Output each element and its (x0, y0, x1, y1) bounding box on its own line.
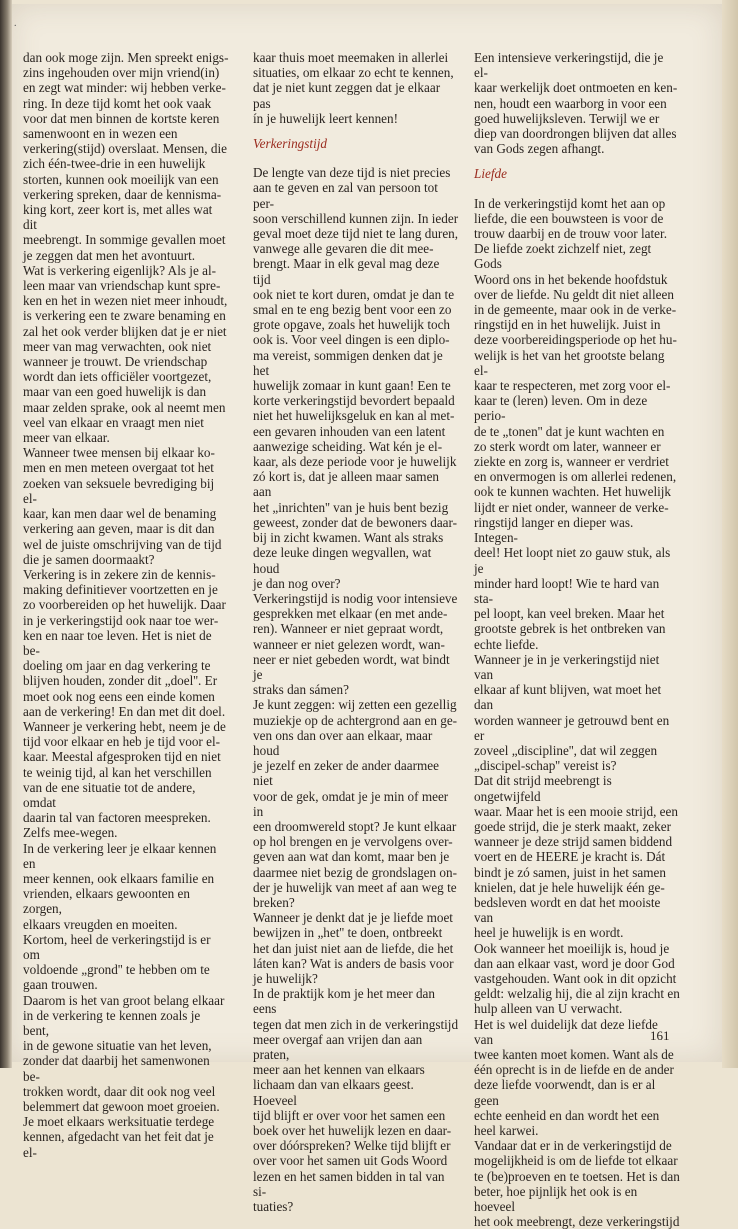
text-line: ring. In deze tijd komt het ook vaak (23, 95, 212, 111)
text-line: boek over het huwelijk lezen en daar- (253, 1123, 452, 1139)
text-line: over dóórspreken? Welke tijd blijft er (253, 1138, 451, 1154)
text-line: kaar te respecteren, met zorg voor el- (474, 378, 671, 394)
text-line: aan te geven en zal van persoon tot per- (253, 180, 438, 211)
text-line: vrienden, elkaars gewoonten en zorgen, (23, 886, 190, 917)
text-line: Zelfs mee-wegen. (23, 825, 118, 841)
text-line: geven aan wat dan komt, maar ben je (253, 849, 450, 865)
text-line: In de praktijk kom je het meer dan eens (253, 986, 435, 1017)
text-line: muziekje op de achtergrond aan en ge- (253, 712, 458, 728)
text-line: vastgehouden. Want ook in dit opzicht (474, 970, 677, 986)
text-line: zonder dat daarbij het samenwonen be- (23, 1053, 210, 1084)
text-line: moet ook nog eens een einde komen (23, 688, 215, 704)
text-line: brengt. Maar in elk geval mag deze tijd (253, 256, 440, 287)
text-line: Kortom, heel de verkeringstijd is er om (23, 931, 211, 962)
text-line: ma vereist, sommigen denken dat je het (253, 347, 443, 378)
text-line: tuaties? (253, 1199, 294, 1215)
text-line: het dan juist niet aan de liefde, die het (253, 940, 454, 956)
text-line: minder hard loopt! Wie te hard van sta- (474, 575, 660, 606)
text-line: trokken wordt, daar dit ook nog veel (23, 1083, 216, 1099)
text-line: worden wanneer je getrouwd bent en er (474, 712, 670, 743)
text-line: te (be)proeven en te toetsen. Het is dan (474, 1168, 680, 1184)
text-line: breken? (253, 894, 295, 910)
text-line: niet het huwelijksgeluk en kan al met- (253, 408, 455, 424)
text-line: geweest, zonder dat de bewoners daar- (253, 514, 458, 530)
text-line: deze leuke dingen wegvallen, wat houd (253, 545, 432, 576)
text-line: storten, kunnen ook moeilijk van een (23, 171, 219, 187)
text-line: meer kennen, ook elkaars familie en (23, 870, 215, 886)
text-line: in de gewone situatie van het leven, (23, 1038, 212, 1054)
text-line: geval moet deze tijd niet te lang duren, (253, 226, 459, 242)
text-line: van Gods zegen afhangt. (474, 141, 605, 157)
text-line: zoveel „discipline'', dat wil zeggen (474, 742, 658, 758)
text-line: over de liefde. Nu geldt dit niet alleen (474, 286, 674, 302)
text-line: meer van elkaar. (23, 430, 110, 446)
text-line: knielen, dat je hele huwelijk één ge- (474, 879, 665, 895)
text-line: kennen, afgedacht van het feit dat je el- (23, 1129, 214, 1160)
text-line: diep van doordrongen blijven dat alles (474, 126, 677, 142)
text-line: goed huwelijksleven. Terwijl we er (474, 110, 660, 126)
text-line: Wanneer twee mensen bij elkaar ko- (23, 445, 215, 461)
text-line: kaar werkelijk doet ontmoeten en ken- (474, 80, 678, 96)
text-line: voldoende „grond'' te hebben om te (23, 962, 210, 978)
text-line: meebrengt. In sommige gevallen moet (23, 232, 226, 248)
text-line: lijdt er niet onder, wanneer de verke- (474, 499, 669, 515)
text-line: ken en het in wezen niet meer inhoudt, (23, 293, 228, 309)
text-line: hulp alleen van U verwacht. (474, 1001, 623, 1017)
text-line: blijven houden, zonder dit „doel''. Er (23, 673, 218, 689)
text-line: in je verkeringstijd ook naar toe wer- (23, 612, 219, 628)
text-line: twee kanten moet komen. Want als de (474, 1047, 674, 1062)
text-line: welijk is het van het grootste belang el- (474, 347, 665, 378)
text-line: In de verkering leer je elkaar kennen en (23, 840, 217, 871)
text-line: straks dan sámen? (253, 682, 349, 698)
text-line: zoeken van seksuele bevrediging bij el- (23, 475, 215, 506)
text-line: is verkering een te zware benaming en (23, 308, 226, 324)
text-line: deze liefde voorwendt, dan is er al geen (474, 1077, 656, 1108)
text-line: heel karwei. (474, 1123, 539, 1139)
text-line: Je kunt zeggen: wij zetten een gezellig (253, 697, 457, 713)
text-line: veel van elkaar en vraagt men niet (23, 414, 204, 430)
text-line: tijd blijft er over voor het samen een (253, 1107, 446, 1123)
text-line: kaar, kan men daar wel de benaming (23, 506, 217, 522)
text-line: meer overgaf aan vrijen dan aan praten, (253, 1031, 423, 1062)
text-line: voor de gek, omdat je je min of meer in (253, 788, 449, 819)
page-number: 161 (650, 1028, 670, 1043)
text-line: dat je niet kunt zeggen dat je elkaar pas (253, 80, 441, 111)
text-line: zins ingehouden over mijn vriend(in) (23, 65, 220, 81)
column-2-body (253, 165, 459, 1214)
text-line: het ook meebrengt, deze verkeringstijd (474, 1214, 680, 1229)
text-line: soon verschillend kunnen zijn. In ieder (253, 210, 459, 226)
text-line: vanwege alle gevaren die dit mee- (253, 241, 434, 257)
text-line: láten kan? Wat is anders de basis voor (253, 955, 454, 971)
text-line: Wanneer je denkt dat je je liefde moet (253, 910, 453, 926)
text-line: zich één-twee-drie in een huwelijk (23, 156, 206, 172)
section-heading-liefde: Liefde (474, 166, 507, 182)
text-line: die je samen doormaakt? (23, 551, 155, 567)
text-line: Wat is verkering eigenlijk? Als je al- (23, 262, 217, 278)
text-line: kaar thuis moet meemaken in allerlei (253, 50, 449, 65)
text-line: een gevaren inhouden van een latent (253, 423, 446, 439)
text-line: Een intensieve verkeringstijd, die je el- (474, 50, 664, 81)
text-line: maar van een goed huwelijk is dan (23, 384, 207, 400)
text-line: Vandaar dat er in de verkeringstijd de (474, 1138, 672, 1154)
column-2-intro (253, 50, 459, 126)
text-line: aanwezige scheiding. Wat kén je el- (253, 438, 443, 454)
section-heading-verkeringstijd: Verkeringstijd (253, 136, 327, 152)
page-mark: . (14, 18, 17, 29)
text-line: beter, hoe pijnlijk het ook is en hoeveel (474, 1183, 638, 1215)
text-line: heel je huwelijk is en wordt. (474, 925, 624, 941)
text-line: ringstijd en in het huwelijk. Juist in (474, 317, 661, 333)
text-column-2 (253, 50, 459, 1214)
text-line: verkering aan geven, maar is dit dan (23, 521, 215, 537)
book-gutter (0, 0, 12, 1068)
text-line: ook te kunnen wachten. Het huwelijk (474, 484, 672, 500)
text-line: trouw daarbij en de trouw voor later. (474, 226, 667, 242)
text-line: verkering spreken, daar de kennisma- (23, 186, 222, 202)
text-line: men en men meteen overgaat tot het (23, 460, 214, 476)
text-line: bedsleven wordt en dat het mooiste van (474, 894, 661, 926)
text-line: De liefde zoekt zichzelf niet, zegt Gods (474, 241, 652, 272)
text-line: wanneer je deze strijd samen biddend (474, 834, 673, 850)
text-line: ín je huwelijk leert kennen! (253, 110, 399, 126)
text-line: Woord ons in het bekende hoofdstuk (474, 271, 668, 287)
text-line: in de verkering te kennen zoals je bent, (23, 1007, 201, 1038)
text-line: „discipel-schap'' vereist is? (474, 758, 617, 774)
text-line: echte eenheid en dan wordt het een (474, 1107, 660, 1123)
text-line: echte liefde. (474, 636, 539, 652)
text-line: wanneer je trouwt. De vriendschap (23, 354, 208, 370)
text-line: liefde, die een bouwsteen is voor de (474, 210, 664, 226)
text-line: ven ons dan over aan elkaar, maar houd (253, 727, 433, 758)
text-line: een droomwereld stopt? Je kunt elkaar (253, 818, 457, 834)
text-line: gesprekken met elkaar (en met ande- (253, 606, 448, 622)
text-line: je huwelijk? (253, 970, 318, 986)
text-line: kaar, als deze periode voor je huwelijk (253, 454, 457, 470)
text-line: In de verkeringstijd komt het aan op (474, 195, 666, 211)
text-line: wanneer er niet gelezen wordt, wan- (253, 636, 445, 652)
text-line: Wanneer je verkering hebt, neem je de (23, 718, 226, 734)
text-line: doeling om jaar en dag verkering te (23, 658, 211, 674)
text-line: wel de juiste omschrijving van de tijd (23, 536, 222, 552)
text-line: het „inrichten'' van je huis bent bezig (253, 499, 449, 515)
text-line: ringstijd langer en dieper was. Integen- (474, 514, 634, 546)
text-line: lezen en het samen bidden in tal van si- (253, 1168, 445, 1199)
text-line: ken en naar toe leven. Het is niet de be- (23, 627, 212, 658)
text-line: huwelijk zomaar in kunt gaan! Een te (253, 378, 451, 394)
text-line: op hol brengen en je vervolgens over- (253, 834, 453, 850)
text-line: daarmee niet bezig de grondslagen on- (253, 864, 457, 880)
text-column-3 (474, 50, 680, 1229)
text-line: je zeggen dat men het avontuurt. (23, 247, 196, 263)
text-line: elkaar af kunt blijven, wat moet het dan (474, 682, 662, 713)
text-line: deze voorbereidingsperiode op het hu- (474, 332, 677, 348)
text-line: tijd voor elkaar en heb je tijd voor el- (23, 734, 221, 750)
text-line: elkaars vreugden en moeiten. (23, 916, 178, 932)
text-line: zal het ook verder blijken dat je er niet (23, 323, 227, 339)
text-line: king kort, zeer kort is, met alles wat dit (23, 202, 213, 233)
text-line: samenwoont en in wezen een (23, 126, 178, 142)
text-line: waar. Maar het is een mooie strijd, een (474, 803, 678, 819)
text-line: smal en te eng bezig bent voor een zo (253, 302, 452, 318)
text-line: je jezelf en zeker de ander daarmee niet (253, 758, 439, 789)
text-line: zo voorbereiden op het huwelijk. Daar (23, 597, 226, 613)
text-line: te weinig tijd, al kan het verschillen (23, 764, 212, 780)
text-line: Verkering is in zekere zin de kennis- (23, 566, 216, 582)
text-line: tegen dat men zich in de verkeringstijd (253, 1016, 459, 1032)
text-line: situaties, om elkaar zo echt te kennen, (253, 65, 454, 81)
text-line: bij in zicht kwamen. Want als straks (253, 530, 444, 546)
text-line: van de ene situatie tot de andere, omdat (23, 779, 196, 810)
text-line: lichaam dan van elkaars geest. Hoeveel (253, 1077, 414, 1108)
text-line: in de gemeente, maar ook in de verke- (474, 302, 677, 318)
text-line: grote opgave, zoals het huwelijk toch (253, 317, 451, 333)
text-line: en onvermogen is om allerlei redenen, (474, 469, 677, 485)
text-line: Het is wel duidelijk dat deze liefde van (474, 1016, 658, 1047)
text-line: mogelijkheid is om de liefde tot elkaar (474, 1153, 678, 1169)
page-edge (722, 0, 738, 1068)
text-line: dan aan elkaar vast, word je door God (474, 955, 675, 971)
text-line: bindt je zó samen, juist in het samen (474, 864, 666, 880)
text-line: kaar te (leren) leven. Om in deze perio- (474, 393, 648, 424)
text-line: kaar. Meestal afgesproken tijd en niet (23, 749, 221, 765)
text-line: korte verkeringstijd bevordert bepaald (253, 393, 455, 409)
text-line: meer van mag verwachten, ook niet (23, 338, 212, 354)
text-line: Verkeringstijd is nodig voor intensieve (253, 590, 458, 606)
text-line: Je moet elkaars werksituatie terdege (23, 1114, 215, 1130)
text-line: wordt dan iets officiëler voortgezet, (23, 369, 212, 385)
text-line: over voor het samen uit Gods Woord (253, 1153, 448, 1169)
text-line: pel loopt, kan veel breken. Maar het (474, 606, 665, 622)
text-line: en zegt wat minder: wij hebben verke- (23, 80, 226, 96)
text-line: zó kort is, dat je alleen maar samen aan (253, 469, 440, 500)
text-line: maar zelden sprake, ook al neemt men (23, 399, 226, 415)
text-line: grootste gebrek is het ontbreken van (474, 621, 666, 637)
text-line: deel! Het loopt niet zo gauw stuk, als je (474, 545, 671, 576)
text-line: Dat dit strijd meebrengt is ongetwijfeld (474, 773, 612, 804)
text-line: neer er niet gebeden wordt, wat bindt je (253, 651, 450, 682)
text-line: leen maar van vriendschap kunt spre- (23, 278, 221, 294)
text-line: geldt: welzalig hij, die al zijn kracht en (474, 986, 680, 1002)
text-line: goede strijd, die je sterk maakt, zeker (474, 818, 672, 834)
text-line: ziekte en zorg is, wanneer er verdriet (474, 454, 669, 470)
text-line: belemmert dat gewoon moet groeien. (23, 1099, 220, 1115)
text-line: Ook wanneer het moeilijk is, houd je (474, 940, 670, 956)
text-line: making definitiever voortzetten en je (23, 582, 218, 598)
text-line: ren). Wanneer er niet gepraat wordt, (253, 621, 444, 637)
text-line: der je huwelijk van meet af aan weg te (253, 879, 457, 895)
text-column-1 (23, 50, 229, 1160)
text-line: dan ook moge zijn. Men spreekt enigs- (23, 50, 229, 65)
text-line: ook niet te kort duren, omdat je dan te (253, 286, 455, 302)
text-line: aan de verkering! En dan met dit doel. (23, 703, 226, 719)
text-line: je dan nog over? (253, 575, 341, 591)
column-3-intro (474, 50, 680, 156)
text-line: nen, houdt een waarborg in voor een (474, 95, 667, 111)
text-line: daarin tal van factoren meespreken. (23, 810, 211, 826)
text-line: bewijzen in „het'' te doen, ontbreekt (253, 925, 443, 941)
text-line: ook is. Voor veel dingen is een diplo- (253, 332, 450, 348)
text-line: De lengte van deze tijd is niet precies (253, 165, 451, 181)
text-line: meer aan het kennen van elkaars (253, 1062, 425, 1078)
text-line: zo sterk wordt om later, wanneer er (474, 438, 661, 454)
text-line: Wanneer je in je verkeringstijd niet van (474, 651, 660, 682)
text-line: Daarom is het van groot belang elkaar (23, 992, 225, 1008)
text-line: gaan trouwen. (23, 977, 98, 993)
text-line: de te „tonen'' dat je kunt wachten en (474, 423, 665, 439)
text-line: voert en de HEERE je kracht is. Dát (474, 849, 666, 865)
text-line: verkering(stijd) overslaat. Mensen, die (23, 141, 227, 157)
text-line: één oprecht is in de liefde en de ander (474, 1062, 674, 1078)
column-3-body (474, 196, 680, 1229)
text-line: voor dat men binnen de kortste keren (23, 110, 220, 126)
